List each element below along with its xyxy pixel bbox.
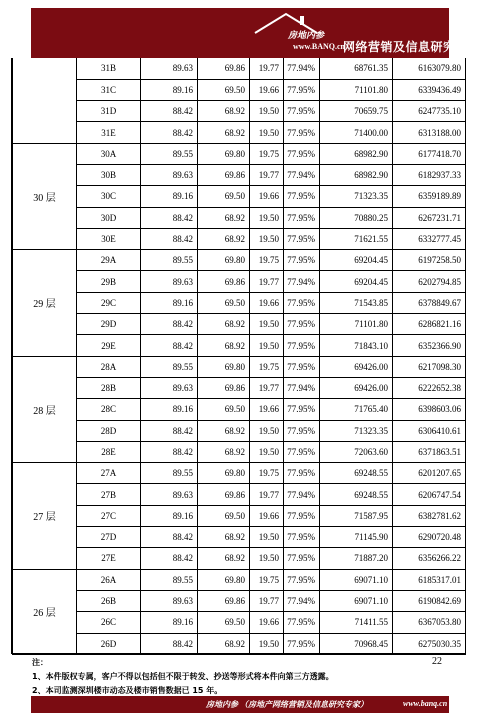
- shared-area-cell: 19.50: [250, 101, 284, 122]
- table-row: [13, 186, 466, 207]
- floor-label: 30 层: [13, 143, 77, 249]
- unit-price-cell: 71323.35: [320, 420, 393, 441]
- unit-cell: 30E: [77, 228, 141, 249]
- ratio-cell: 77.95%: [284, 79, 320, 100]
- unit-cell: 28C: [77, 399, 141, 420]
- shared-area-cell: 19.77: [250, 58, 284, 79]
- unit-price-cell: 71887.20: [320, 548, 393, 569]
- total-price-cell: 6247735.10: [393, 101, 466, 122]
- unit-cell: 26A: [77, 569, 141, 590]
- usable-area-cell: 69.50: [198, 79, 250, 100]
- usable-area-cell: 69.80: [198, 463, 250, 484]
- header-banner: [31, 8, 481, 58]
- table-row: [13, 335, 466, 356]
- ratio-cell: 77.95%: [284, 548, 320, 569]
- unit-price-cell: 68982.90: [320, 143, 393, 164]
- unit-cell: 29E: [77, 335, 141, 356]
- usable-area-cell: 69.50: [198, 292, 250, 313]
- unit-price-cell: 71587.95: [320, 505, 393, 526]
- unit-cell: 27A: [77, 463, 141, 484]
- usable-area-cell: 68.92: [198, 548, 250, 569]
- unit-cell: 28E: [77, 441, 141, 462]
- usable-area-cell: 68.92: [198, 420, 250, 441]
- usable-area-cell: 69.80: [198, 250, 250, 271]
- shared-area-cell: 19.50: [250, 420, 284, 441]
- shared-area-cell: 19.50: [250, 633, 284, 654]
- unit-price-cell: 71411.55: [320, 612, 393, 633]
- total-price-cell: 6290720.48: [393, 527, 466, 548]
- table-row: [13, 399, 466, 420]
- ratio-cell: 77.95%: [284, 207, 320, 228]
- unit-price-cell: 70968.45: [320, 633, 393, 654]
- unit-cell: 31C: [77, 79, 141, 100]
- table-row: [13, 633, 466, 654]
- table-row: [13, 569, 466, 590]
- total-price-cell: 6306410.61: [393, 420, 466, 441]
- building-area-cell: 88.42: [141, 441, 198, 462]
- ratio-cell: 77.95%: [284, 612, 320, 633]
- ratio-cell: 77.95%: [284, 399, 320, 420]
- building-area-cell: 88.42: [141, 207, 198, 228]
- unit-price-cell: 71400.00: [320, 122, 393, 143]
- shared-area-cell: 19.77: [250, 590, 284, 611]
- table-row: [13, 292, 466, 313]
- usable-area-cell: 69.80: [198, 356, 250, 377]
- building-area-cell: 89.16: [141, 79, 198, 100]
- building-area-cell: 88.42: [141, 228, 198, 249]
- usable-area-cell: 68.92: [198, 228, 250, 249]
- unit-price-cell: 72063.60: [320, 441, 393, 462]
- total-price-cell: 6286821.16: [393, 314, 466, 335]
- unit-price-cell: 71843.10: [320, 335, 393, 356]
- unit-cell: 29D: [77, 314, 141, 335]
- ratio-cell: 77.95%: [284, 143, 320, 164]
- shared-area-cell: 19.77: [250, 377, 284, 398]
- table-row: [13, 590, 466, 611]
- unit-price-cell: 70659.75: [320, 101, 393, 122]
- total-price-cell: 6339436.49: [393, 79, 466, 100]
- total-price-cell: 6378849.67: [393, 292, 466, 313]
- ratio-cell: 77.95%: [284, 292, 320, 313]
- table-row: [13, 527, 466, 548]
- total-price-cell: 6182937.33: [393, 164, 466, 185]
- ratio-cell: 77.95%: [284, 441, 320, 462]
- ratio-cell: 77.95%: [284, 186, 320, 207]
- note-copyright: 1、本件版权专属，客户不得以包括但不限于转发、抄送等形式将本件向第三方透露。: [32, 672, 334, 681]
- unit-price-cell: 71765.40: [320, 399, 393, 420]
- unit-cell: 27E: [77, 548, 141, 569]
- table-row: [13, 164, 466, 185]
- shared-area-cell: 19.75: [250, 463, 284, 484]
- footer-url: www.banq.cn: [403, 699, 448, 708]
- ratio-cell: 77.95%: [284, 527, 320, 548]
- usable-area-cell: 69.86: [198, 271, 250, 292]
- unit-cell: 26C: [77, 612, 141, 633]
- shared-area-cell: 19.50: [250, 228, 284, 249]
- usable-area-cell: 69.86: [198, 164, 250, 185]
- shared-area-cell: 19.66: [250, 79, 284, 100]
- usable-area-cell: 69.50: [198, 399, 250, 420]
- unit-price-table: [12, 58, 466, 655]
- footer-brand: 房地内参 （房地产网络营销及信息研究专家）: [206, 700, 368, 709]
- building-area-cell: 88.42: [141, 335, 198, 356]
- shared-area-cell: 19.77: [250, 164, 284, 185]
- unit-cell: 26D: [77, 633, 141, 654]
- unit-cell: 26B: [77, 590, 141, 611]
- shared-area-cell: 19.50: [250, 527, 284, 548]
- ratio-cell: 77.95%: [284, 250, 320, 271]
- building-area-cell: 88.42: [141, 420, 198, 441]
- table-row: [13, 79, 466, 100]
- notes-heading: 注：: [32, 658, 48, 667]
- building-area-cell: 89.55: [141, 250, 198, 271]
- ratio-cell: 77.94%: [284, 164, 320, 185]
- ratio-cell: 77.95%: [284, 420, 320, 441]
- note-monitoring: 2、本司监测深圳楼市动态及楼市销售数据已 15 年。: [32, 686, 223, 695]
- unit-cell: 27C: [77, 505, 141, 526]
- shared-area-cell: 19.75: [250, 356, 284, 377]
- table-row: [13, 314, 466, 335]
- unit-cell: 30B: [77, 164, 141, 185]
- unit-price-cell: 70880.25: [320, 207, 393, 228]
- shared-area-cell: 19.66: [250, 612, 284, 633]
- ratio-cell: 77.94%: [284, 590, 320, 611]
- shared-area-cell: 19.66: [250, 292, 284, 313]
- unit-price-cell: 69204.45: [320, 271, 393, 292]
- total-price-cell: 6382781.62: [393, 505, 466, 526]
- usable-area-cell: 68.92: [198, 207, 250, 228]
- usable-area-cell: 69.86: [198, 590, 250, 611]
- total-price-cell: 6359189.89: [393, 186, 466, 207]
- usable-area-cell: 68.92: [198, 633, 250, 654]
- total-price-cell: 6177418.70: [393, 143, 466, 164]
- unit-cell: 30D: [77, 207, 141, 228]
- building-area-cell: 89.63: [141, 377, 198, 398]
- unit-cell: 27B: [77, 484, 141, 505]
- brand-name: 房地内参: [288, 30, 325, 40]
- total-price-cell: 6185317.01: [393, 569, 466, 590]
- table-row: [13, 356, 466, 377]
- building-area-cell: 89.16: [141, 612, 198, 633]
- shared-area-cell: 19.77: [250, 484, 284, 505]
- shared-area-cell: 19.66: [250, 186, 284, 207]
- unit-cell: 28B: [77, 377, 141, 398]
- usable-area-cell: 68.92: [198, 122, 250, 143]
- total-price-cell: 6367053.80: [393, 612, 466, 633]
- unit-cell: 27D: [77, 527, 141, 548]
- unit-cell: 28A: [77, 356, 141, 377]
- floor-label: 26 层: [13, 569, 77, 654]
- unit-cell: 28D: [77, 420, 141, 441]
- notes-block: [32, 656, 432, 698]
- unit-cell: 31D: [77, 101, 141, 122]
- building-area-cell: 88.42: [141, 548, 198, 569]
- unit-price-cell: 69426.00: [320, 377, 393, 398]
- table-row: [13, 420, 466, 441]
- usable-area-cell: 68.92: [198, 101, 250, 122]
- total-price-cell: 6371863.51: [393, 441, 466, 462]
- building-area-cell: 89.16: [141, 186, 198, 207]
- ratio-cell: 77.95%: [284, 569, 320, 590]
- unit-price-cell: 71145.90: [320, 527, 393, 548]
- unit-cell: 30C: [77, 186, 141, 207]
- unit-price-cell: 69426.00: [320, 356, 393, 377]
- usable-area-cell: 68.92: [198, 314, 250, 335]
- usable-area-cell: 69.50: [198, 612, 250, 633]
- table-row: [13, 548, 466, 569]
- table-row: [13, 484, 466, 505]
- building-area-cell: 88.42: [141, 633, 198, 654]
- floor-label: 29 层: [13, 250, 77, 356]
- building-area-cell: 89.55: [141, 463, 198, 484]
- total-price-cell: 6202794.85: [393, 271, 466, 292]
- footer-banner: [31, 696, 449, 713]
- building-area-cell: 88.42: [141, 122, 198, 143]
- table-row: [13, 143, 466, 164]
- table-row: [13, 250, 466, 271]
- building-area-cell: 89.63: [141, 590, 198, 611]
- table-row: [13, 441, 466, 462]
- unit-price-cell: 71323.35: [320, 186, 393, 207]
- usable-area-cell: 69.50: [198, 186, 250, 207]
- unit-price-cell: 71101.80: [320, 314, 393, 335]
- total-price-cell: 6398603.06: [393, 399, 466, 420]
- ratio-cell: 77.95%: [284, 335, 320, 356]
- table-row: [13, 228, 466, 249]
- shared-area-cell: 19.50: [250, 441, 284, 462]
- usable-area-cell: 69.80: [198, 569, 250, 590]
- total-price-cell: 6163079.80: [393, 58, 466, 79]
- table-row: [13, 122, 466, 143]
- unit-cell: 31E: [77, 122, 141, 143]
- usable-area-cell: 68.92: [198, 441, 250, 462]
- ratio-cell: 77.94%: [284, 484, 320, 505]
- floor-label: [13, 58, 77, 143]
- unit-price-cell: 69248.55: [320, 484, 393, 505]
- table-row: [13, 377, 466, 398]
- unit-cell: 29C: [77, 292, 141, 313]
- unit-price-cell: 69071.10: [320, 569, 393, 590]
- brand-url: www.BANQ.cn: [293, 42, 346, 51]
- unit-price-cell: 68761.35: [320, 58, 393, 79]
- total-price-cell: 6201207.65: [393, 463, 466, 484]
- ratio-cell: 77.95%: [284, 505, 320, 526]
- shared-area-cell: 19.75: [250, 143, 284, 164]
- total-price-cell: 6356266.22: [393, 548, 466, 569]
- total-price-cell: 6217098.30: [393, 356, 466, 377]
- unit-price-cell: 69248.55: [320, 463, 393, 484]
- table-row: [13, 505, 466, 526]
- shared-area-cell: 19.50: [250, 548, 284, 569]
- ratio-cell: 77.95%: [284, 463, 320, 484]
- ratio-cell: 77.94%: [284, 58, 320, 79]
- building-area-cell: 89.16: [141, 292, 198, 313]
- ratio-cell: 77.95%: [284, 633, 320, 654]
- total-price-cell: 6313188.00: [393, 122, 466, 143]
- unit-cell: 31B: [77, 58, 141, 79]
- building-area-cell: 89.63: [141, 271, 198, 292]
- building-area-cell: 89.55: [141, 143, 198, 164]
- total-price-cell: 6275030.35: [393, 633, 466, 654]
- shared-area-cell: 19.75: [250, 250, 284, 271]
- shared-area-cell: 19.75: [250, 569, 284, 590]
- building-area-cell: 88.42: [141, 314, 198, 335]
- total-price-cell: 6352366.90: [393, 335, 466, 356]
- usable-area-cell: 69.50: [198, 505, 250, 526]
- building-area-cell: 89.55: [141, 356, 198, 377]
- table-row: [13, 101, 466, 122]
- floor-label: 28 层: [13, 356, 77, 462]
- total-price-cell: 6190842.69: [393, 590, 466, 611]
- usable-area-cell: 69.80: [198, 143, 250, 164]
- brand-title: 网络营销及信息研究专家: [343, 40, 481, 54]
- shared-area-cell: 19.50: [250, 335, 284, 356]
- unit-price-cell: 71621.55: [320, 228, 393, 249]
- usable-area-cell: 69.86: [198, 58, 250, 79]
- unit-cell: 30A: [77, 143, 141, 164]
- ratio-cell: 77.95%: [284, 101, 320, 122]
- ratio-cell: 77.95%: [284, 356, 320, 377]
- total-price-cell: 6332777.45: [393, 228, 466, 249]
- building-area-cell: 89.63: [141, 58, 198, 79]
- total-price-cell: 6267231.71: [393, 207, 466, 228]
- building-area-cell: 88.42: [141, 527, 198, 548]
- usable-area-cell: 68.92: [198, 335, 250, 356]
- usable-area-cell: 69.86: [198, 484, 250, 505]
- table-row: [13, 271, 466, 292]
- table-row: [13, 463, 466, 484]
- ratio-cell: 77.95%: [284, 314, 320, 335]
- total-price-cell: 6197258.50: [393, 250, 466, 271]
- table-row: [13, 612, 466, 633]
- page-number: 22: [432, 656, 442, 667]
- building-area-cell: 89.63: [141, 164, 198, 185]
- unit-price-cell: 71101.80: [320, 79, 393, 100]
- building-area-cell: 89.16: [141, 505, 198, 526]
- shared-area-cell: 19.66: [250, 505, 284, 526]
- building-area-cell: 89.55: [141, 569, 198, 590]
- shared-area-cell: 19.77: [250, 271, 284, 292]
- ratio-cell: 77.95%: [284, 122, 320, 143]
- table-row: [13, 58, 466, 79]
- ratio-cell: 77.95%: [284, 228, 320, 249]
- unit-price-cell: 71543.85: [320, 292, 393, 313]
- usable-area-cell: 69.86: [198, 377, 250, 398]
- shared-area-cell: 19.66: [250, 399, 284, 420]
- unit-price-cell: 69071.10: [320, 590, 393, 611]
- total-price-cell: 6222652.38: [393, 377, 466, 398]
- unit-cell: 29B: [77, 271, 141, 292]
- building-area-cell: 89.63: [141, 484, 198, 505]
- building-area-cell: 89.16: [141, 399, 198, 420]
- building-area-cell: 88.42: [141, 101, 198, 122]
- unit-cell: 29A: [77, 250, 141, 271]
- shared-area-cell: 19.50: [250, 314, 284, 335]
- usable-area-cell: 68.92: [198, 527, 250, 548]
- total-price-cell: 6206747.54: [393, 484, 466, 505]
- unit-price-cell: 69204.45: [320, 250, 393, 271]
- shared-area-cell: 19.50: [250, 207, 284, 228]
- table-row: [13, 207, 466, 228]
- ratio-cell: 77.94%: [284, 271, 320, 292]
- unit-price-cell: 68982.90: [320, 164, 393, 185]
- floor-label: 27 层: [13, 463, 77, 569]
- shared-area-cell: 19.50: [250, 122, 284, 143]
- ratio-cell: 77.94%: [284, 377, 320, 398]
